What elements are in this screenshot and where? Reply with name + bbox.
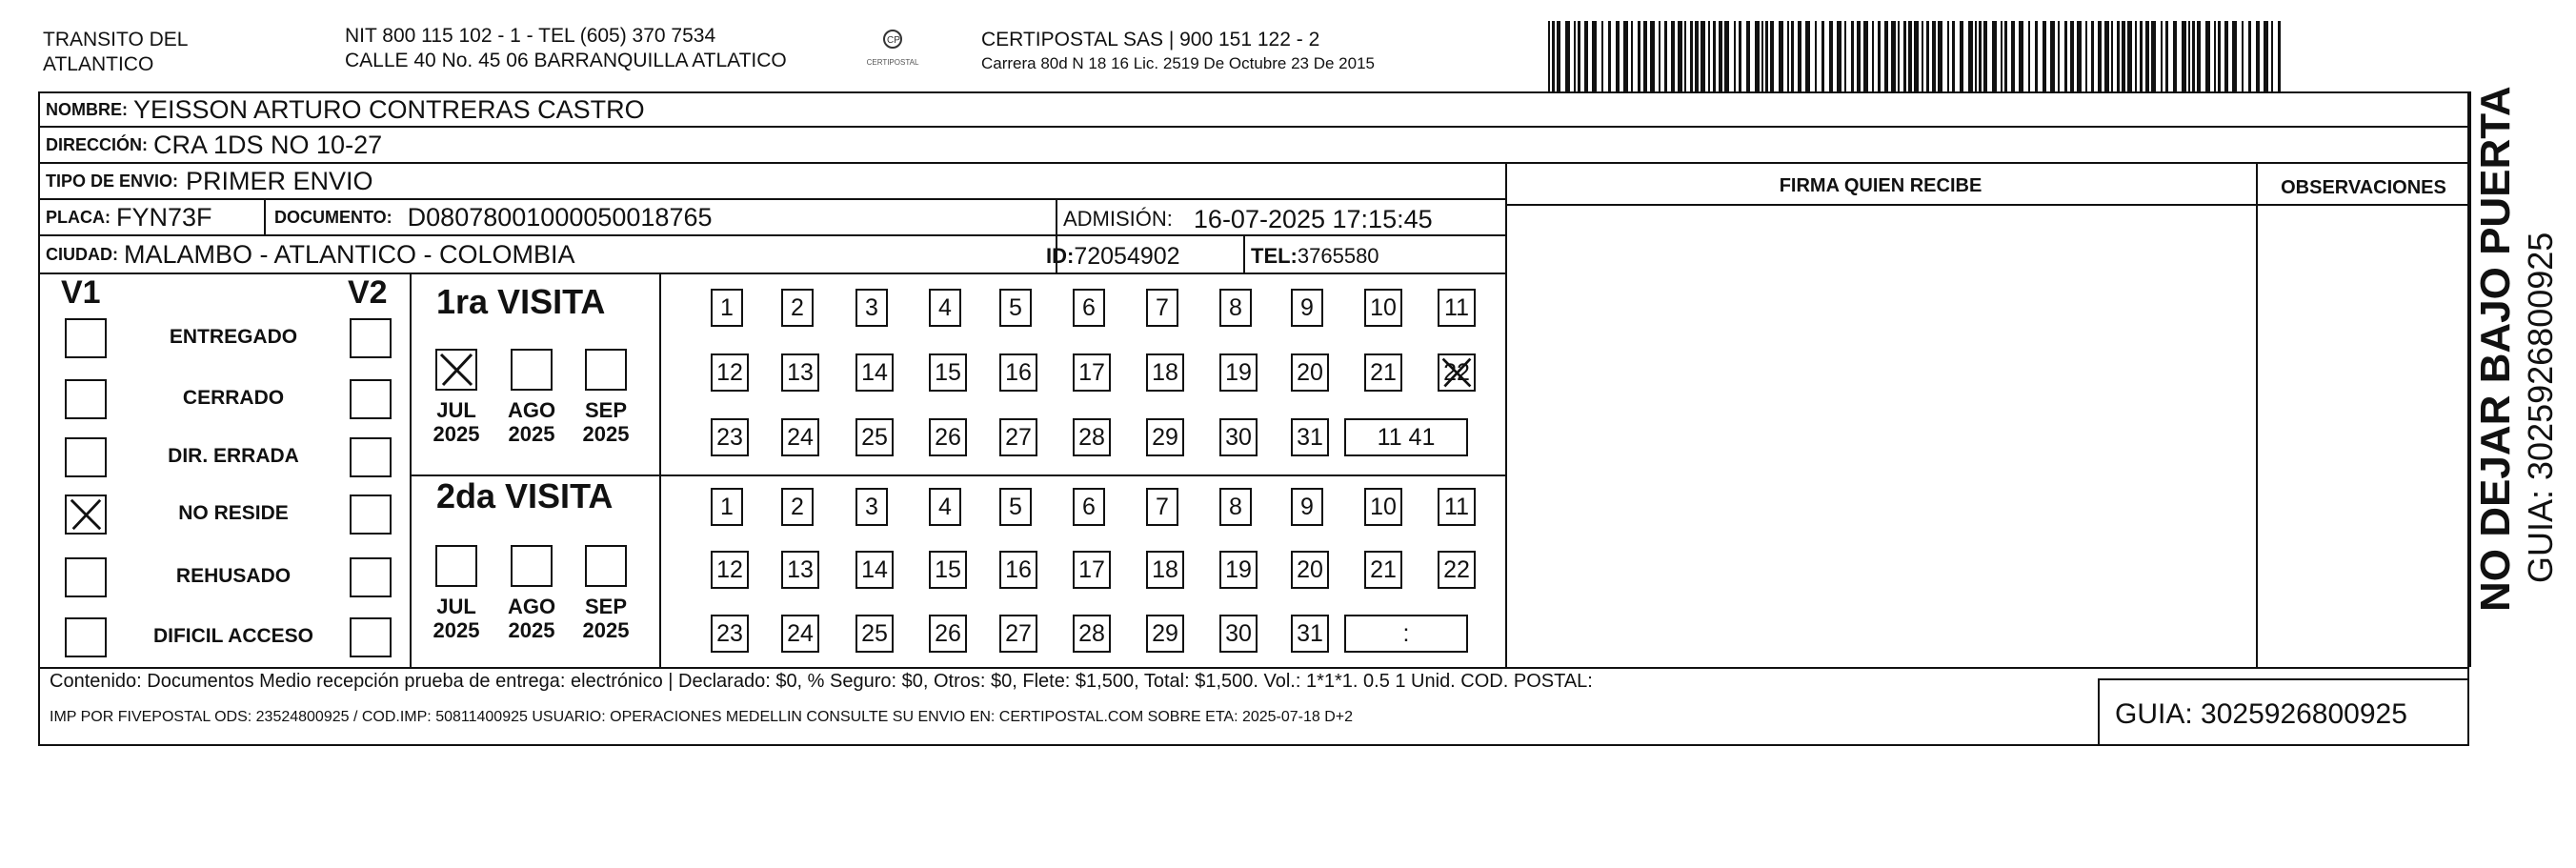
first-visit-title: 1ra VISITA <box>436 282 606 321</box>
second-visit-day-3[interactable]: 3 <box>855 488 888 526</box>
status-label: DIR. ERRADA <box>168 445 299 467</box>
first-visit-month-sep[interactable] <box>585 349 627 391</box>
observaciones-label: OBSERVACIONES <box>2281 177 2446 198</box>
first-visit-day-11[interactable]: 11 <box>1438 289 1476 327</box>
first-visit-day-12[interactable]: 12 <box>711 353 749 392</box>
first-visit-day-3[interactable]: 3 <box>855 289 888 327</box>
first-visit-month-ago[interactable] <box>511 349 553 391</box>
first-visit-day-4[interactable]: 4 <box>929 289 961 327</box>
v1-checkbox[interactable] <box>65 617 107 657</box>
v1-checkbox[interactable] <box>65 495 107 535</box>
month-name: JUL <box>436 398 476 422</box>
second-visit-day-10[interactable]: 10 <box>1364 488 1402 526</box>
month-year: 2025 <box>433 618 480 642</box>
first-visit-day-20[interactable]: 20 <box>1291 353 1329 392</box>
v2-checkbox[interactable] <box>350 379 392 419</box>
company-name <box>43 28 188 77</box>
company-line-1: TRANSITO DEL <box>43 29 189 50</box>
month-name: SEP <box>584 595 628 618</box>
admision-value: 16-07-2025 17:15:45 <box>1193 204 1433 233</box>
second-visit-day-8[interactable]: 8 <box>1219 488 1252 526</box>
first-visit-day-2[interactable]: 2 <box>781 289 814 327</box>
second-visit-day-29[interactable]: 29 <box>1146 615 1184 653</box>
ciudad-row <box>46 238 575 271</box>
second-visit-day-7[interactable]: 7 <box>1146 488 1178 526</box>
tel-value: 3765580 <box>1297 244 1379 268</box>
first-visit-day-28[interactable]: 28 <box>1073 418 1111 456</box>
status-label: CERRADO <box>182 387 285 409</box>
tel-label: TEL: <box>1251 244 1298 268</box>
v2-checkbox[interactable] <box>350 318 392 358</box>
second-visit-day-5[interactable]: 5 <box>999 488 1032 526</box>
first-visit-day-25[interactable]: 25 <box>855 418 894 456</box>
logo-text: CERTIPOSTAL <box>866 58 919 67</box>
placa-label: PLACA: <box>46 207 111 227</box>
second-visit-day-15[interactable]: 15 <box>929 551 967 589</box>
second-visit-day-13[interactable]: 13 <box>781 551 819 589</box>
first-visit-day-8[interactable]: 8 <box>1219 289 1252 327</box>
second-visit-month-label <box>573 595 639 642</box>
id-value: 72054902 <box>1074 242 1180 270</box>
firma-label: FIRMA QUIEN RECIBE <box>1779 175 1982 196</box>
second-visit-day-17[interactable]: 17 <box>1073 551 1111 589</box>
month-name: JUL <box>436 595 476 618</box>
month-year: 2025 <box>433 422 480 446</box>
barcode <box>1548 21 2286 93</box>
first-visit-day-29[interactable]: 29 <box>1146 418 1184 456</box>
ciudad-label: CIUDAD: <box>46 244 118 264</box>
side-warning: NO DEJAR BAJO PUERTA <box>2472 86 2519 612</box>
second-visit-day-4[interactable]: 4 <box>929 488 961 526</box>
tel-row <box>1251 240 1379 273</box>
first-visit-day-22[interactable]: 22 <box>1438 353 1476 392</box>
signature-area[interactable] <box>1509 208 2254 665</box>
company-contact <box>345 24 787 73</box>
certipostal-info <box>981 28 1375 73</box>
v2-checkbox[interactable] <box>350 437 392 477</box>
first-visit-day-26[interactable]: 26 <box>929 418 967 456</box>
id-label: ID: <box>1046 244 1075 268</box>
v1-label: V1 <box>61 274 101 311</box>
second-visit-day-26[interactable]: 26 <box>929 615 967 653</box>
first-visit-day-14[interactable]: 14 <box>855 353 894 392</box>
second-visit-time-box[interactable]: : <box>1344 615 1468 653</box>
second-visit-day-22[interactable]: 22 <box>1438 551 1476 589</box>
first-visit-month-label <box>423 398 490 446</box>
status-label: ENTREGADO <box>169 326 298 348</box>
documento-value: D08078001000050018765 <box>407 202 713 232</box>
id-row <box>1046 240 1180 273</box>
second-visit-day-23[interactable]: 23 <box>711 615 749 653</box>
second-visit-day-20[interactable]: 20 <box>1291 551 1329 589</box>
contenido-line: Contenido: Documentos Medio recepción prueba de entrega: electrónico | Declarado: $0, % Seguro: $0, Otros: $0, Flete: $1,500, Total: $1,500. Vol.: 1*1*1. 0.5 1 Unid. COD. POSTAL: <box>50 671 1593 692</box>
first-visit-day-16[interactable]: 16 <box>999 353 1037 392</box>
direccion-value: CRA 1DS NO 10-27 <box>153 130 383 159</box>
admision-label: ADMISIÓN: <box>1063 207 1173 231</box>
month-year: 2025 <box>582 618 630 642</box>
certipostal-logo <box>859 29 926 67</box>
documento-label: DOCUMENTO: <box>274 207 392 227</box>
first-visit-day-23[interactable]: 23 <box>711 418 749 456</box>
second-visit-month-sep[interactable] <box>585 545 627 587</box>
v1-checkbox[interactable] <box>65 557 107 597</box>
first-visit-day-10[interactable]: 10 <box>1364 289 1402 327</box>
second-visit-day-14[interactable]: 14 <box>855 551 894 589</box>
first-visit-day-9[interactable]: 9 <box>1291 289 1323 327</box>
v2-label: V2 <box>348 274 388 311</box>
first-visit-day-30[interactable]: 30 <box>1219 418 1258 456</box>
first-visit-day-15[interactable]: 15 <box>929 353 967 392</box>
second-visit-day-28[interactable]: 28 <box>1073 615 1111 653</box>
nombre-row <box>46 93 645 126</box>
nit-line: NIT 800 115 102 - 1 - TEL (605) 370 7534 <box>345 25 716 47</box>
direccion-row <box>46 129 382 161</box>
second-visit-day-12[interactable]: 12 <box>711 551 749 589</box>
first-visit-day-31[interactable]: 31 <box>1291 418 1329 456</box>
first-visit-day-13[interactable]: 13 <box>781 353 819 392</box>
first-visit-day-24[interactable]: 24 <box>781 418 819 456</box>
second-visit-day-16[interactable]: 16 <box>999 551 1037 589</box>
first-visit-month-label <box>573 398 639 446</box>
second-visit-day-1[interactable]: 1 <box>711 488 743 526</box>
second-visit-day-18[interactable]: 18 <box>1146 551 1184 589</box>
admision-row <box>1063 203 1433 235</box>
v2-checkbox[interactable] <box>350 557 392 597</box>
status-label: DIFICIL ACCESO <box>152 625 313 647</box>
first-visit-day-5[interactable]: 5 <box>999 289 1032 327</box>
second-visit-month-label <box>498 595 565 642</box>
side-guia: GUIA: 3025926800925 <box>2521 232 2560 583</box>
v1-checkbox[interactable] <box>65 318 107 358</box>
first-visit-day-7[interactable]: 7 <box>1146 289 1178 327</box>
address-line: CALLE 40 No. 45 06 BARRANQUILLA ATLATICO <box>345 50 787 71</box>
second-visit-day-6[interactable]: 6 <box>1073 488 1105 526</box>
second-visit-day-25[interactable]: 25 <box>855 615 894 653</box>
company-line-2: ATLANTICO <box>43 53 154 75</box>
first-visit-month-jul[interactable] <box>435 349 477 391</box>
first-visit-day-17[interactable]: 17 <box>1073 353 1111 392</box>
nombre-label: NOMBRE: <box>46 99 128 119</box>
v1-checkbox[interactable] <box>65 379 107 419</box>
second-visit-day-30[interactable]: 30 <box>1219 615 1258 653</box>
cert-address: Carrera 80d N 18 16 Lic. 2519 De Octubre 23 De 2015 <box>981 54 1375 72</box>
month-year: 2025 <box>508 618 555 642</box>
status-label: NO RESIDE <box>178 502 289 524</box>
tipo-envio-label: TIPO DE ENVIO: <box>46 171 179 191</box>
direccion-label: DIRECCIÓN: <box>46 134 148 154</box>
month-name: AGO <box>507 398 556 422</box>
month-year: 2025 <box>582 422 630 446</box>
guia-box: GUIA: 3025926800925 <box>2115 698 2407 730</box>
second-visit-day-2[interactable]: 2 <box>781 488 814 526</box>
second-visit-month-ago[interactable] <box>511 545 553 587</box>
tipo-envio-row <box>46 165 373 197</box>
month-name: SEP <box>584 398 628 422</box>
documento-row <box>274 201 713 233</box>
second-visit-day-21[interactable]: 21 <box>1364 551 1402 589</box>
second-visit-day-19[interactable]: 19 <box>1219 551 1258 589</box>
month-year: 2025 <box>508 422 555 446</box>
second-visit-day-9[interactable]: 9 <box>1291 488 1323 526</box>
first-visit-month-label <box>498 398 565 446</box>
nombre-value: YEISSON ARTURO CONTRERAS CASTRO <box>133 94 645 124</box>
first-visit-day-27[interactable]: 27 <box>999 418 1037 456</box>
second-visit-day-31[interactable]: 31 <box>1291 615 1329 653</box>
tipo-envio-value: PRIMER ENVIO <box>186 166 373 195</box>
first-visit-day-18[interactable]: 18 <box>1146 353 1184 392</box>
first-visit-day-19[interactable]: 19 <box>1219 353 1258 392</box>
second-visit-day-27[interactable]: 27 <box>999 615 1037 653</box>
first-visit-day-6[interactable]: 6 <box>1073 289 1105 327</box>
first-visit-day-21[interactable]: 21 <box>1364 353 1402 392</box>
second-visit-month-jul[interactable] <box>435 545 477 587</box>
second-visit-day-24[interactable]: 24 <box>781 615 819 653</box>
ciudad-value: MALAMBO - ATLANTICO - COLOMBIA <box>124 239 575 269</box>
v2-checkbox[interactable] <box>350 495 392 535</box>
v1-checkbox[interactable] <box>65 437 107 477</box>
status-label: REHUSADO <box>175 565 292 587</box>
v2-checkbox[interactable] <box>350 617 392 657</box>
first-visit-day-1[interactable]: 1 <box>711 289 743 327</box>
second-visit-month-label <box>423 595 490 642</box>
second-visit-day-11[interactable]: 11 <box>1438 488 1476 526</box>
first-visit-time-box[interactable]: 11 41 <box>1344 418 1468 456</box>
imp-line: IMP POR FIVEPOSTAL ODS: 23524800925 / COD.IMP: 50811400925 USUARIO: OPERACIONES MEDELLIN CONSULTE SU ENVIO EN: CERTIPOSTAL.COM SOBRE ETA: 2025-07-18 D+2 <box>50 709 1354 725</box>
placa-value: FYN73F <box>116 202 212 232</box>
logo-icon <box>876 29 909 53</box>
second-visit-title: 2da VISITA <box>436 476 614 515</box>
cert-line: CERTIPOSTAL SAS | 900 151 122 - 2 <box>981 29 1320 50</box>
observations-area[interactable] <box>2260 208 2467 665</box>
placa-row <box>46 201 212 233</box>
svg-text:CP: CP <box>887 35 900 46</box>
month-name: AGO <box>507 595 556 618</box>
